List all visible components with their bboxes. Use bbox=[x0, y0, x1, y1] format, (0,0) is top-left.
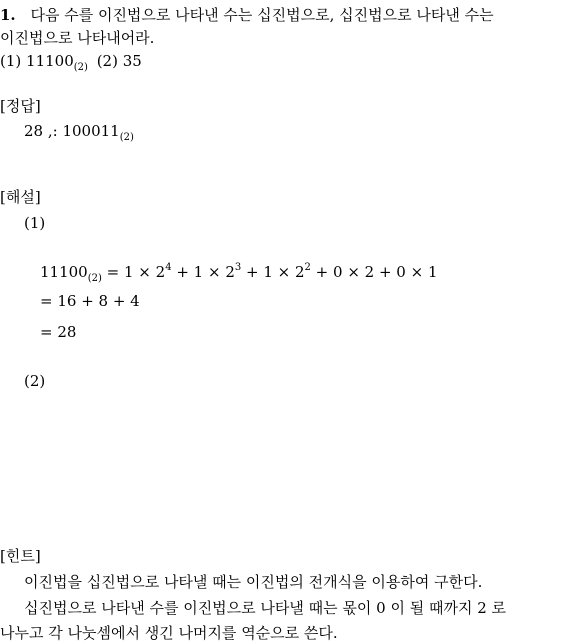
eq-lhs-subscript: (2) bbox=[87, 273, 102, 284]
item1-subscript: (2) bbox=[73, 62, 88, 73]
hint-line-1: 이진법을 십진법으로 나타낼 때는 이진법의 전개식을 이용하여 구한다. bbox=[24, 573, 483, 591]
eq-term-b: + 1 × 2 bbox=[171, 263, 235, 281]
eq-lhs: 11100 bbox=[40, 263, 88, 281]
hint-line-3: 나누고 각 나눗셈에서 생긴 나머지를 역순으로 쓴다. bbox=[0, 624, 338, 642]
problem-line-1 bbox=[0, 8, 494, 23]
problem-text-2: 이진법으로 나타내어라. bbox=[0, 29, 155, 47]
answer-text bbox=[24, 124, 134, 143]
solution-part2-label: (2) bbox=[24, 372, 46, 390]
equation-line-2: = 16 + 8 + 4 bbox=[40, 292, 140, 310]
solution-heading: [해설] bbox=[0, 188, 41, 206]
eq-term-a: = 1 × 2 bbox=[101, 263, 166, 281]
item2-label: (2) bbox=[96, 52, 118, 70]
problem-text-1: 다음 수를 이진법으로 나타낸 수는 십진법으로, 십진법으로 나타낸 수는 bbox=[30, 6, 494, 24]
eq-exp-1: 4 bbox=[165, 262, 172, 273]
item1-label: (1) bbox=[0, 52, 22, 70]
eq-exp-3: 2 bbox=[304, 262, 311, 273]
problem-items bbox=[0, 54, 142, 73]
item1-value: 11100 bbox=[26, 52, 74, 70]
answer-subscript: (2) bbox=[119, 132, 134, 143]
hint-line-2: 십진법으로 나타낸 수를 이진법으로 나타낼 때는 몫이 0 이 될 때까지 2 로 bbox=[24, 599, 507, 617]
answer-value: 28 ,: 100011 bbox=[24, 122, 120, 140]
problem-number: 1. bbox=[0, 6, 16, 24]
equation-line-3: = 28 bbox=[40, 323, 77, 341]
equation-line-1 bbox=[40, 263, 438, 284]
eq-term-c: + 1 × 2 bbox=[241, 263, 305, 281]
item2-value: 35 bbox=[122, 52, 142, 70]
eq-term-d: + 0 × 2 + 0 × 1 bbox=[310, 263, 438, 281]
eq-exp-2: 3 bbox=[234, 262, 242, 273]
solution-part1-label: (1) bbox=[24, 214, 46, 232]
hint-heading: [힌트] bbox=[0, 547, 41, 565]
answer-heading: [정답] bbox=[0, 97, 41, 115]
